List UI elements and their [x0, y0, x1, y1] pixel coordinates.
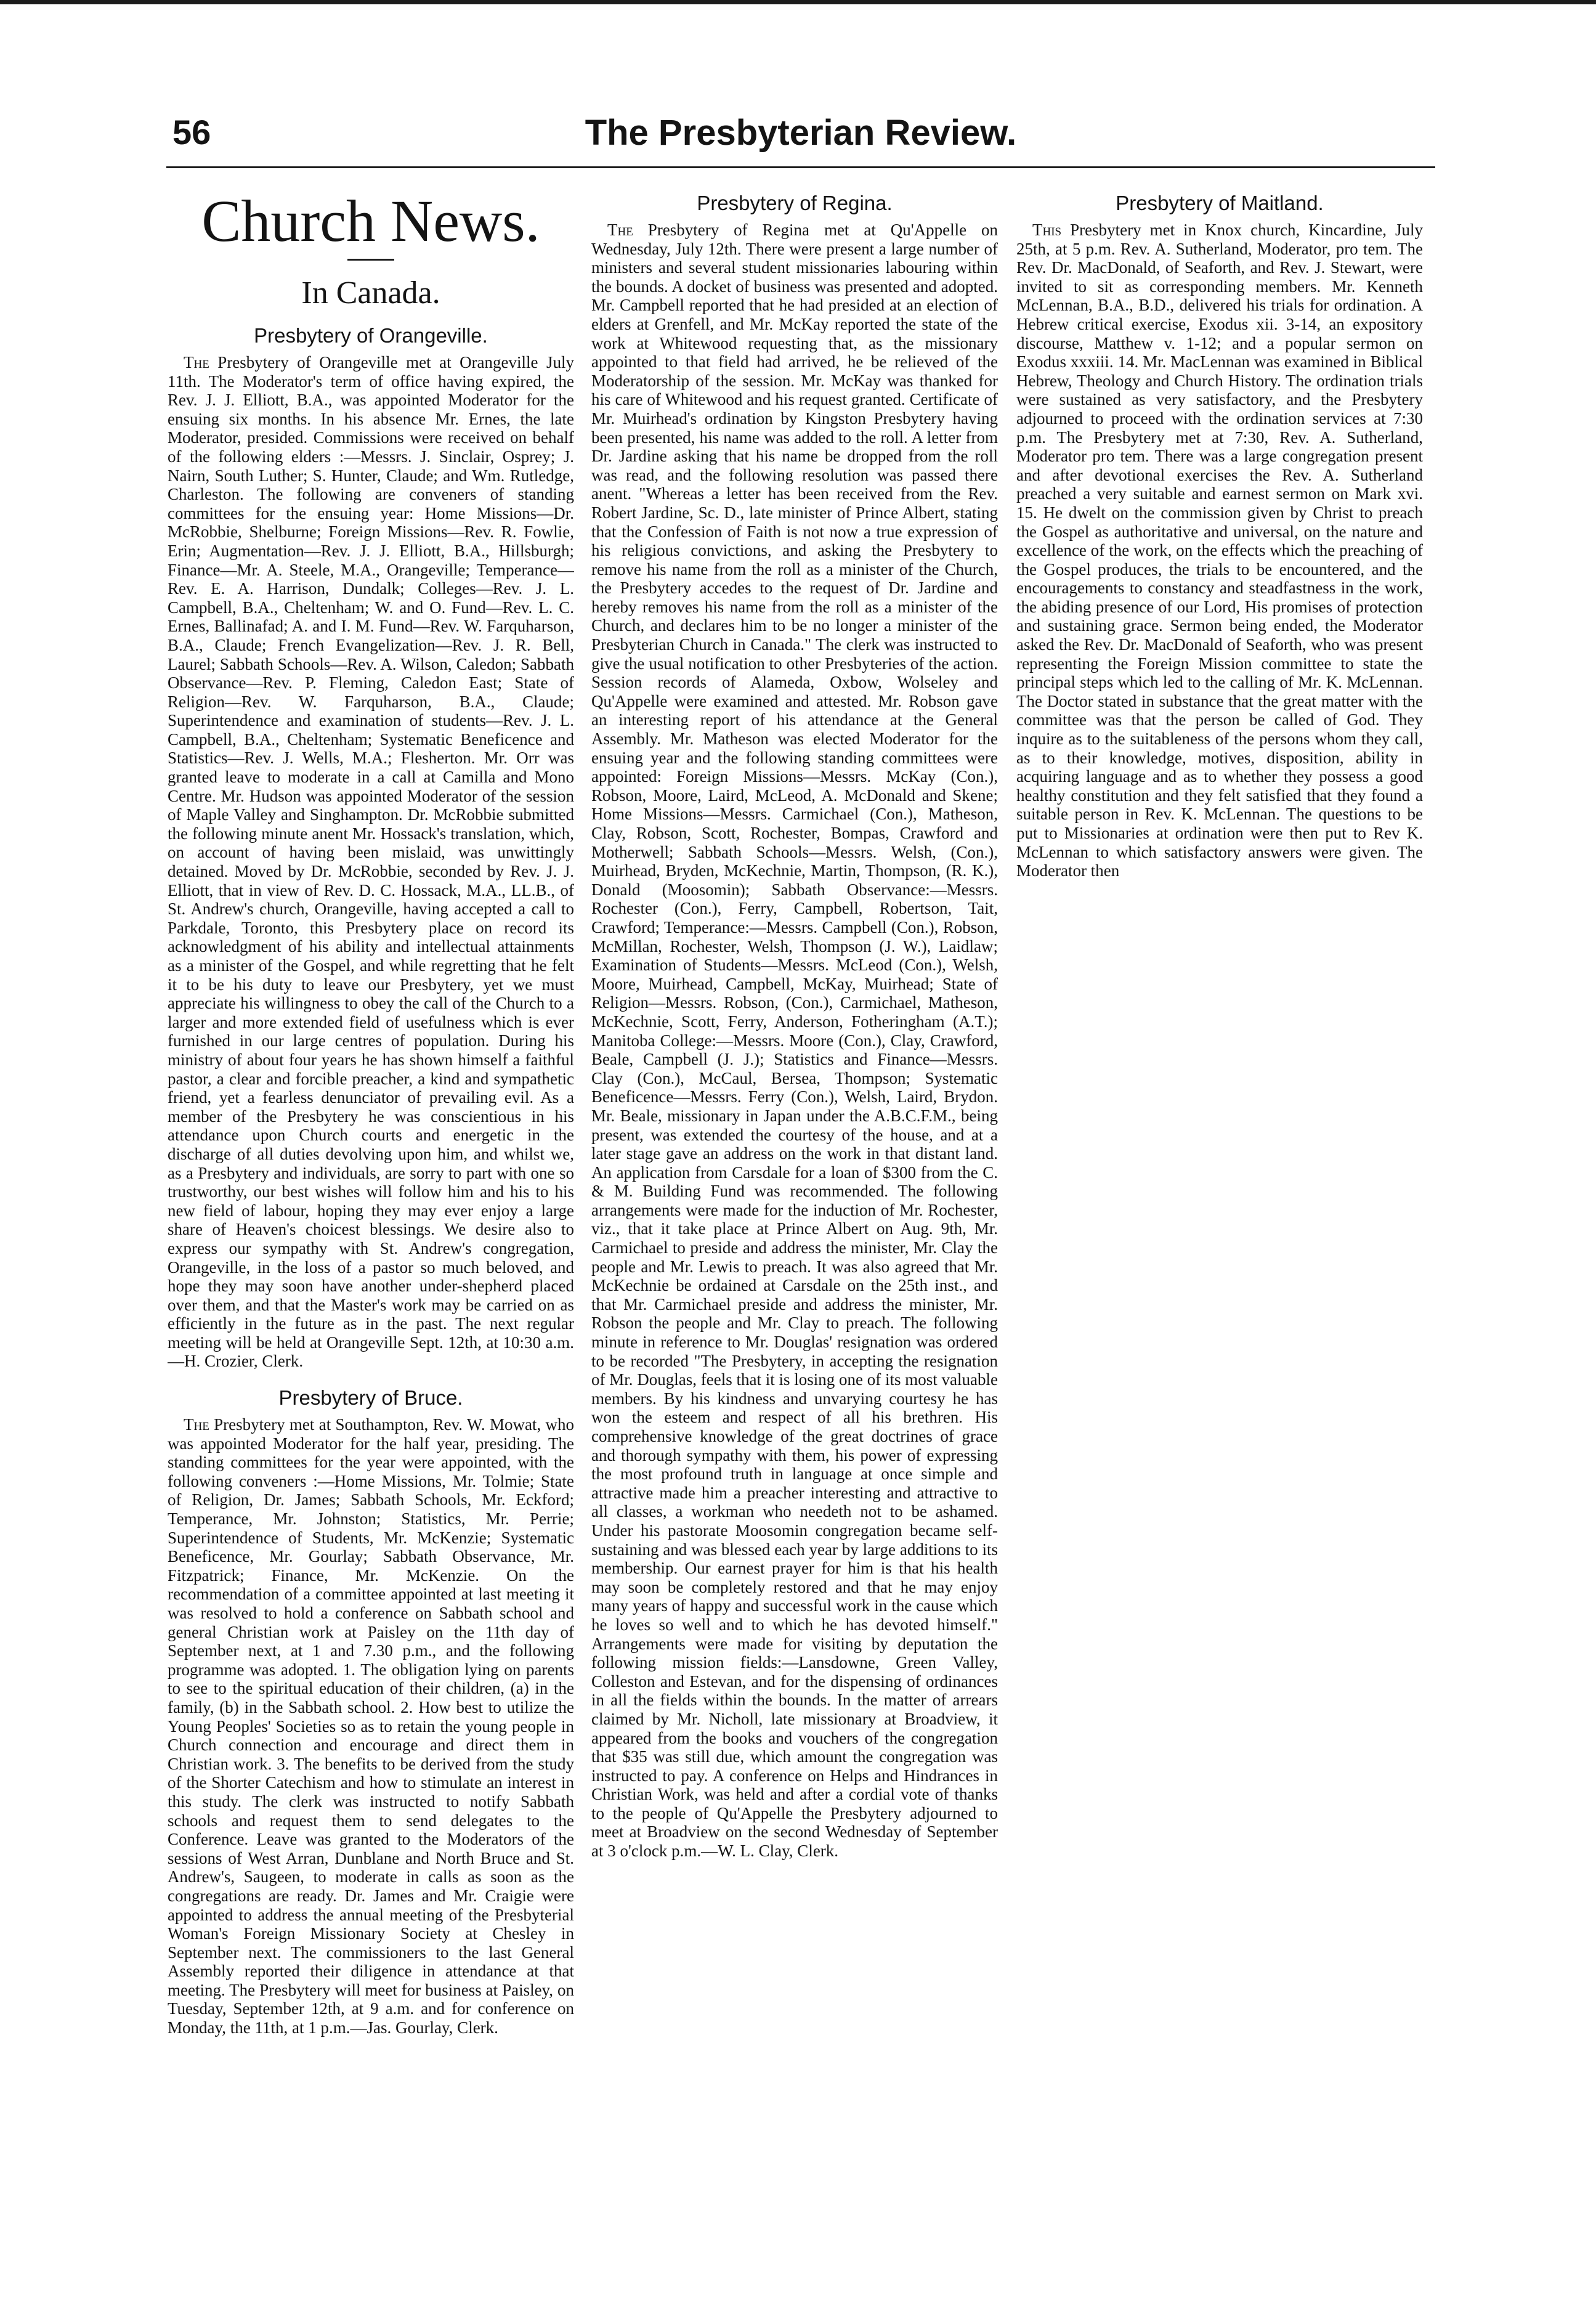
- running-header: [166, 111, 1435, 168]
- section-heading-maitland: Presbytery of Maitland.: [1116, 192, 1324, 214]
- region-heading: In Canada.: [301, 275, 440, 311]
- section-heading-bruce: Presbytery of Bruce.: [278, 1386, 463, 1410]
- article-bruce: [168, 1415, 574, 2037]
- masthead-rule: [347, 259, 394, 261]
- section-heading-orangeville: Presbytery of Orangeville.: [254, 324, 488, 347]
- column-1: [168, 185, 574, 2280]
- lead-word: The: [184, 1415, 209, 1434]
- article-body: Presbytery of Regina met at Qu'Appelle on Wednesday, July 12th. There were present a large number of ministers and several student missionaries labouring within the bounds. A docket of business was presented and adopted. Mr. Campbell reported that he had presided at an election of elders at Grenfell, and Mr. McKay reported the state of the work at Whitewood requesting that, as the missionary appointed to that field had arrived, he be relieved of the Moderatorship of the session. Mr. McKay was thanked for his care of Whitewood and his request granted. Certificate of Mr. Muirhead's ordination by Kingston Presbytery having been presented, his name was added to the roll. A letter from Dr. Jardine asking that his name be dropped from the roll was read, and the following resolution was passed there anent. "Whereas a letter has been received from the Rev. Robert Jardine, Sc. D., late minister of Prince Albert, stating that the Confession of Faith is not now a true expression of his religious convictions, and asking the Presbytery to remove his name from the roll as a minister of the Church, the Presbytery accedes to the request of Dr. Jardine and hereby removes his name from the roll as a minister of the Church, and declares him to be no longer a minister of the Presbyterian Church in Canada." The clerk was instructed to give the usual notification to other Presbyteries of the action. Session records of Alameda, Oxbow, Wolseley and Qu'Appelle were examined and attested. Mr. Robson gave an interesting report of his attendance at the General Assembly. Mr. Matheson was elected Moderator for the ensuing year and the following standing committees were appointed: Foreign Missions—Messrs. McKay (Con.), Robson, Moore, Laird, McLeod, A. McDonald and Skene; Home Missions—Messrs. Carmichael (Con.), Matheson, Clay, Robson, Scott, Rochester, Bompas, Crawford and Motherwell; Sabbath Schools—Messrs. Welsh, (Con.), Muirhead, Bryden, McKechnie, Martin, Thompson, (R. K.), Donald (Moosomin); Sabbath Observance:—Messrs. Rochester (Con.), Ferry, Campbell, Robertson, Tait, Crawford; Temperance:—Messrs. Campbell (Con.), Robson, McMillan, Rochester, Welsh, Thompson (J. W.), Laidlaw; Examination of Students—Messrs. McLeod (Con.), Welsh, Moore, Muirhead, Campbell, McKay, Muirhead; State of Religion—Messrs. Robson, (Con.), Carmichael, Matheson, McKechnie, Scott, Ferry, Anderson, Fotheringham (A.T.); Manitoba College:—Messrs. Moore (Con.), Clay, Crawford, Beale, Campbell (J. J.); Statistics and Finance—Messrs. Clay (Con.), McCaul, Bersea, Thompson; Systematic Beneficence—Messrs. Ferry (Con.), Welsh, Laird, Brydon. Mr. Beale, missionary in Japan under the A.B.C.F.M., being present, was extended the courtesy of the house, and at a later stage gave an address on the work in that distant land. An application from Carsdale for a loan of $300 from the C. & M. Building Fund was recommended. The following arrangements were made for the induction of Mr. Rochester, viz., that it take place at Prince Albert on Aug. 9th, Mr. Carmichael to preside and address the minister, Mr. Clay the people and Mr. Lewis to preach. It was also agreed that Mr. McKechnie be ordained at Carsdale on the 25th inst., and that Mr. Carmichael preside and address the minister, Mr. Robson the people and Mr. Clay to preach. The following minute in reference to Mr. Douglas' resignation was ordered to be recorded "The Presbytery, in accepting the resignation of Mr. Douglas, feels that it is losing one of its most valuable members. By his kindness and unvarying courtesy he has won the esteem and respect of all his brethren. His comprehensive knowledge of the great doctrines of grace and thorough sympathy with them, his power of expressing the most profound truth in language at once simple and attractive made him a preacher interesting and attractive to all classes, a workman who needeth not to be ashamed. Under his pastorate Moosomin congregation became self-sustaining and was blessed each year by large additions to its membership. Our earnest prayer for him is that his health may soon be completely restored and that he may enjoy many years of happy and successful work in the cause which he loves so well and to which he has devoted himself." Arrangements were made for visiting by deputation the following mission fields:—Lansdowne, Green Valley, Colleston and Estevan, and for the dispensing of ordinances in all the fields within the bounds. In the matter of arrears claimed by Mr. Nicholl, late missionary at Broadview, it appeared from the books and vouchers of the congregation that $35 was still due, which amount the congregation was instructed to pay. A conference on Helps and Hindrances in Christian Work, was held and after a cordial vote of thanks to the people of Qu'Appelle the Presbytery adjourned to meet at Broadview on the second Wednesday of September at 3 o'clock p.m.—W. L. Clay, Clerk.: [591, 221, 998, 1861]
- article-orangeville: [168, 353, 574, 1371]
- lead-word: The: [607, 221, 633, 239]
- article-maitland: [1016, 221, 1423, 880]
- article-body: Presbytery met in Knox church, Kincardine, July 25th, at 5 p.m. Rev. A. Sutherland, Moderator, pro tem. The Rev. Dr. MacDonald, of Seaforth, and Rev. J. Stewart, were invited to sit as corresponding members. Mr. Kenneth McLennan, B.A., B.D., delivered his trials for ordination. A Hebrew critical exercise, Exodus xii. 3-14, an expository discourse, Matthew v. 1-12; and a popular sermon on Exodus xxxiii. 14. Mr. MacLennan was examined in Biblical Hebrew, Theology and Church History. The ordination trials were sustained as very satisfactory, and the Presbytery adjourned to proceed with the ordination services at 7:30 p.m. The Presbytery met at 7:30, Rev. A. Sutherland, Moderator pro tem. There was a large congregation present and after devotional exercises the Rev. A. Sutherland preached a very suitable and earnest sermon on Mark xvi. 15. He dwelt on the commission given by Christ to preach the Gospel as authoritative and universal, on the nature and excellence of the work, on the effects which the preaching of the Gospel produces, the trials to be encountered, and the encouragements to constancy and steadfastness in the work, the abiding presence of our Lord, His promises of protection and sustaining grace. Sermon being ended, the Moderator asked the Rev. Dr. MacDonald of Seaforth, who was present representing the Foreign Mission committee to state the principal steps which led to the calling of Mr. K. McLennan. The Doctor stated in substance that the great matter with the committee was that the person be called of God. They inquire as to the suitableness of the persons whom they call, as to their knowledge, motives, disposition, ability in acquiring language and as to whether they possess a good healthy constitution and they felt satisfied that they found a suitable person in Rev. K. McLennan. The questions to be put to Missionaries at ordination were then put to Rev K. McLennan to which satisfactory answers were given. The Moderator then: [1016, 221, 1423, 880]
- article-regina: [591, 221, 998, 1861]
- page-number: 56: [172, 113, 211, 152]
- journal-title: The Presbyterian Review.: [585, 113, 1017, 153]
- column-3: [1016, 185, 1423, 2280]
- masthead: Church News.: [201, 188, 540, 254]
- article-body: Presbytery of Orangeville met at Orangeville July 11th. The Moderator's term of office having expired, the Rev. J. J. Elliott, B.A., was appointed Moderator for the ensuing six months. In his absence Mr. Ernes, the late Moderator, presided. Commissions were received on behalf of the following elders :—Messrs. J. Sinclair, Osprey; J. Nairn, South Luther; S. Hunter, Claude; and Wm. Rutledge, Charleston. The following are conveners of standing committees for the ensuing year: Home Missions—Dr. McRobbie, Shelburne; Foreign Missions—Rev. R. Fowlie, Erin; Augmentation—Rev. J. J. Elliott, B.A., Hillsburgh; Finance—Mr. A. Steele, M.A., Orangeville; Temperance—Rev. E. A. Harrison, Dundalk; Colleges—Rev. J. L. Campbell, B.A., Cheltenham; W. and O. Fund—Rev. L. C. Ernes, Ballinafad; A. and I. M. Fund—Rev. W. Farquharson, B.A., Claude; French Evangelization—Rev. J. R. Bell, Laurel; Sabbath Schools—Rev. A. Wilson, Caledon; Sabbath Observance—Rev. P. Fleming, Caledon East; State of Religion—Rev. W. Farquharson, B.A., Claude; Superintendence and examination of students—Rev. J. L. Campbell, B.A., Cheltenham; Systematic Beneficence and Statistics—Rev. J. Wells, M.A.; Flesherton. Mr. Orr was granted leave to moderate in a call at Camilla and Mono Centre. Mr. Hudson was appointed Moderator of the session of Maple Valley and Singhampton. Dr. McRobbie submitted the following minute anent Mr. Hossack's translation, which, on account of having been mislaid, was unwittingly detained. Moved by Dr. McRobbie, seconded by Rev. J. J. Elliott, that in view of Rev. D. C. Hossack, M.A., LL.B., of St. Andrew's church, Orangeville, having accepted a call to Parkdale, Toronto, this Presbytery place on record its acknowledgment of his ability and intellectual attainments as a minister of the Gospel, and while regretting that he felt it to be his duty to leave our Presbytery, yet we must appreciate his willingness to obey the call of the Church to a larger and more extended field of usefulness which is ever furnished in our large centres of population. During his ministry of about four years he has shown himself a faithful pastor, a clear and forcible preacher, a kind and sympathetic friend, yet a fearless denunciator of prevailing evil. As a member of the Presbytery he was conscientious in his attendance upon Church courts and energetic in the discharge of all duties devolving upon him, and whilst we, as a Presbytery and individuals, are sorry to part with one so trustworthy, our best wishes will follow him and his to his new field of labour, hoping they may ever enjoy a large share of Heaven's choicest blessings. We desire also to express our sympathy with St. Andrew's congregation, Orangeville, in the loss of a pastor so much beloved, and hope they may soon have another under-shepherd placed over them, and that the Master's work may be carried on as efficiently in the future as in the past. The next regular meeting will be held at Orangeville Sept. 12th, at 10:30 a.m. —H. Crozier, Clerk.: [168, 353, 574, 1371]
- lead-word: The: [184, 353, 209, 372]
- lead-word: This: [1032, 221, 1062, 239]
- article-body: Presbytery met at Southampton, Rev. W. Mowat, who was appointed Moderator for the half year, presiding. The standing committees for the year were appointed, with the following conveners :—Home Missions, Mr. Tolmie; State of Religion, Dr. James; Sabbath Schools, Mr. Eckford; Temperance, Mr. Johnston; Statistics, Mr. Perrie; Superintendence of Students, Mr. McKenzie; Systematic Beneficence, Mr. Gourlay; Sabbath Observance, Mr. Fitzpatrick; Finance, Mr. McKenzie. On the recommendation of a committee appointed at last meeting it was resolved to hold a conference on Sabbath school and general Christian work at Paisley on the 11th day of September next, at 1 and 7.30 p.m., and the following programme was adopted. 1. The obligation lying on parents to see to the spiritual education of their children, (a) in the family, (b) in the Sabbath school. 2. How best to utilize the Young Peoples' Societies so as to retain the young people in Church connection and encourage and direct them in Christian work. 3. The benefits to be derived from the study of the Shorter Catechism and how to stimulate an interest in this study. The clerk was instructed to notify Sabbath schools and request them to send delegates to the Conference. Leave was granted to the Moderators of the sessions of West Arran, Dunblane and North Bruce and St. Andrew's, Saugeen, to moderate in calls as soon as the congregations are ready. Dr. James and Mr. Craigie were appointed to address the annual meeting of the Presbyterial Woman's Foreign Missionary Society at Chesley in September next. The commissioners to the last General Assembly reported their diligence in attendance at that meeting. The Presbytery will meet for business at Paisley, on Tuesday, September 12th, at 9 a.m. and for conference on Monday, the 11th, at 1 p.m.—Jas. Gourlay, Clerk.: [168, 1415, 574, 2037]
- top-rule: [0, 0, 1596, 4]
- column-2: [591, 185, 998, 2280]
- section-heading-regina: Presbytery of Regina.: [697, 192, 893, 214]
